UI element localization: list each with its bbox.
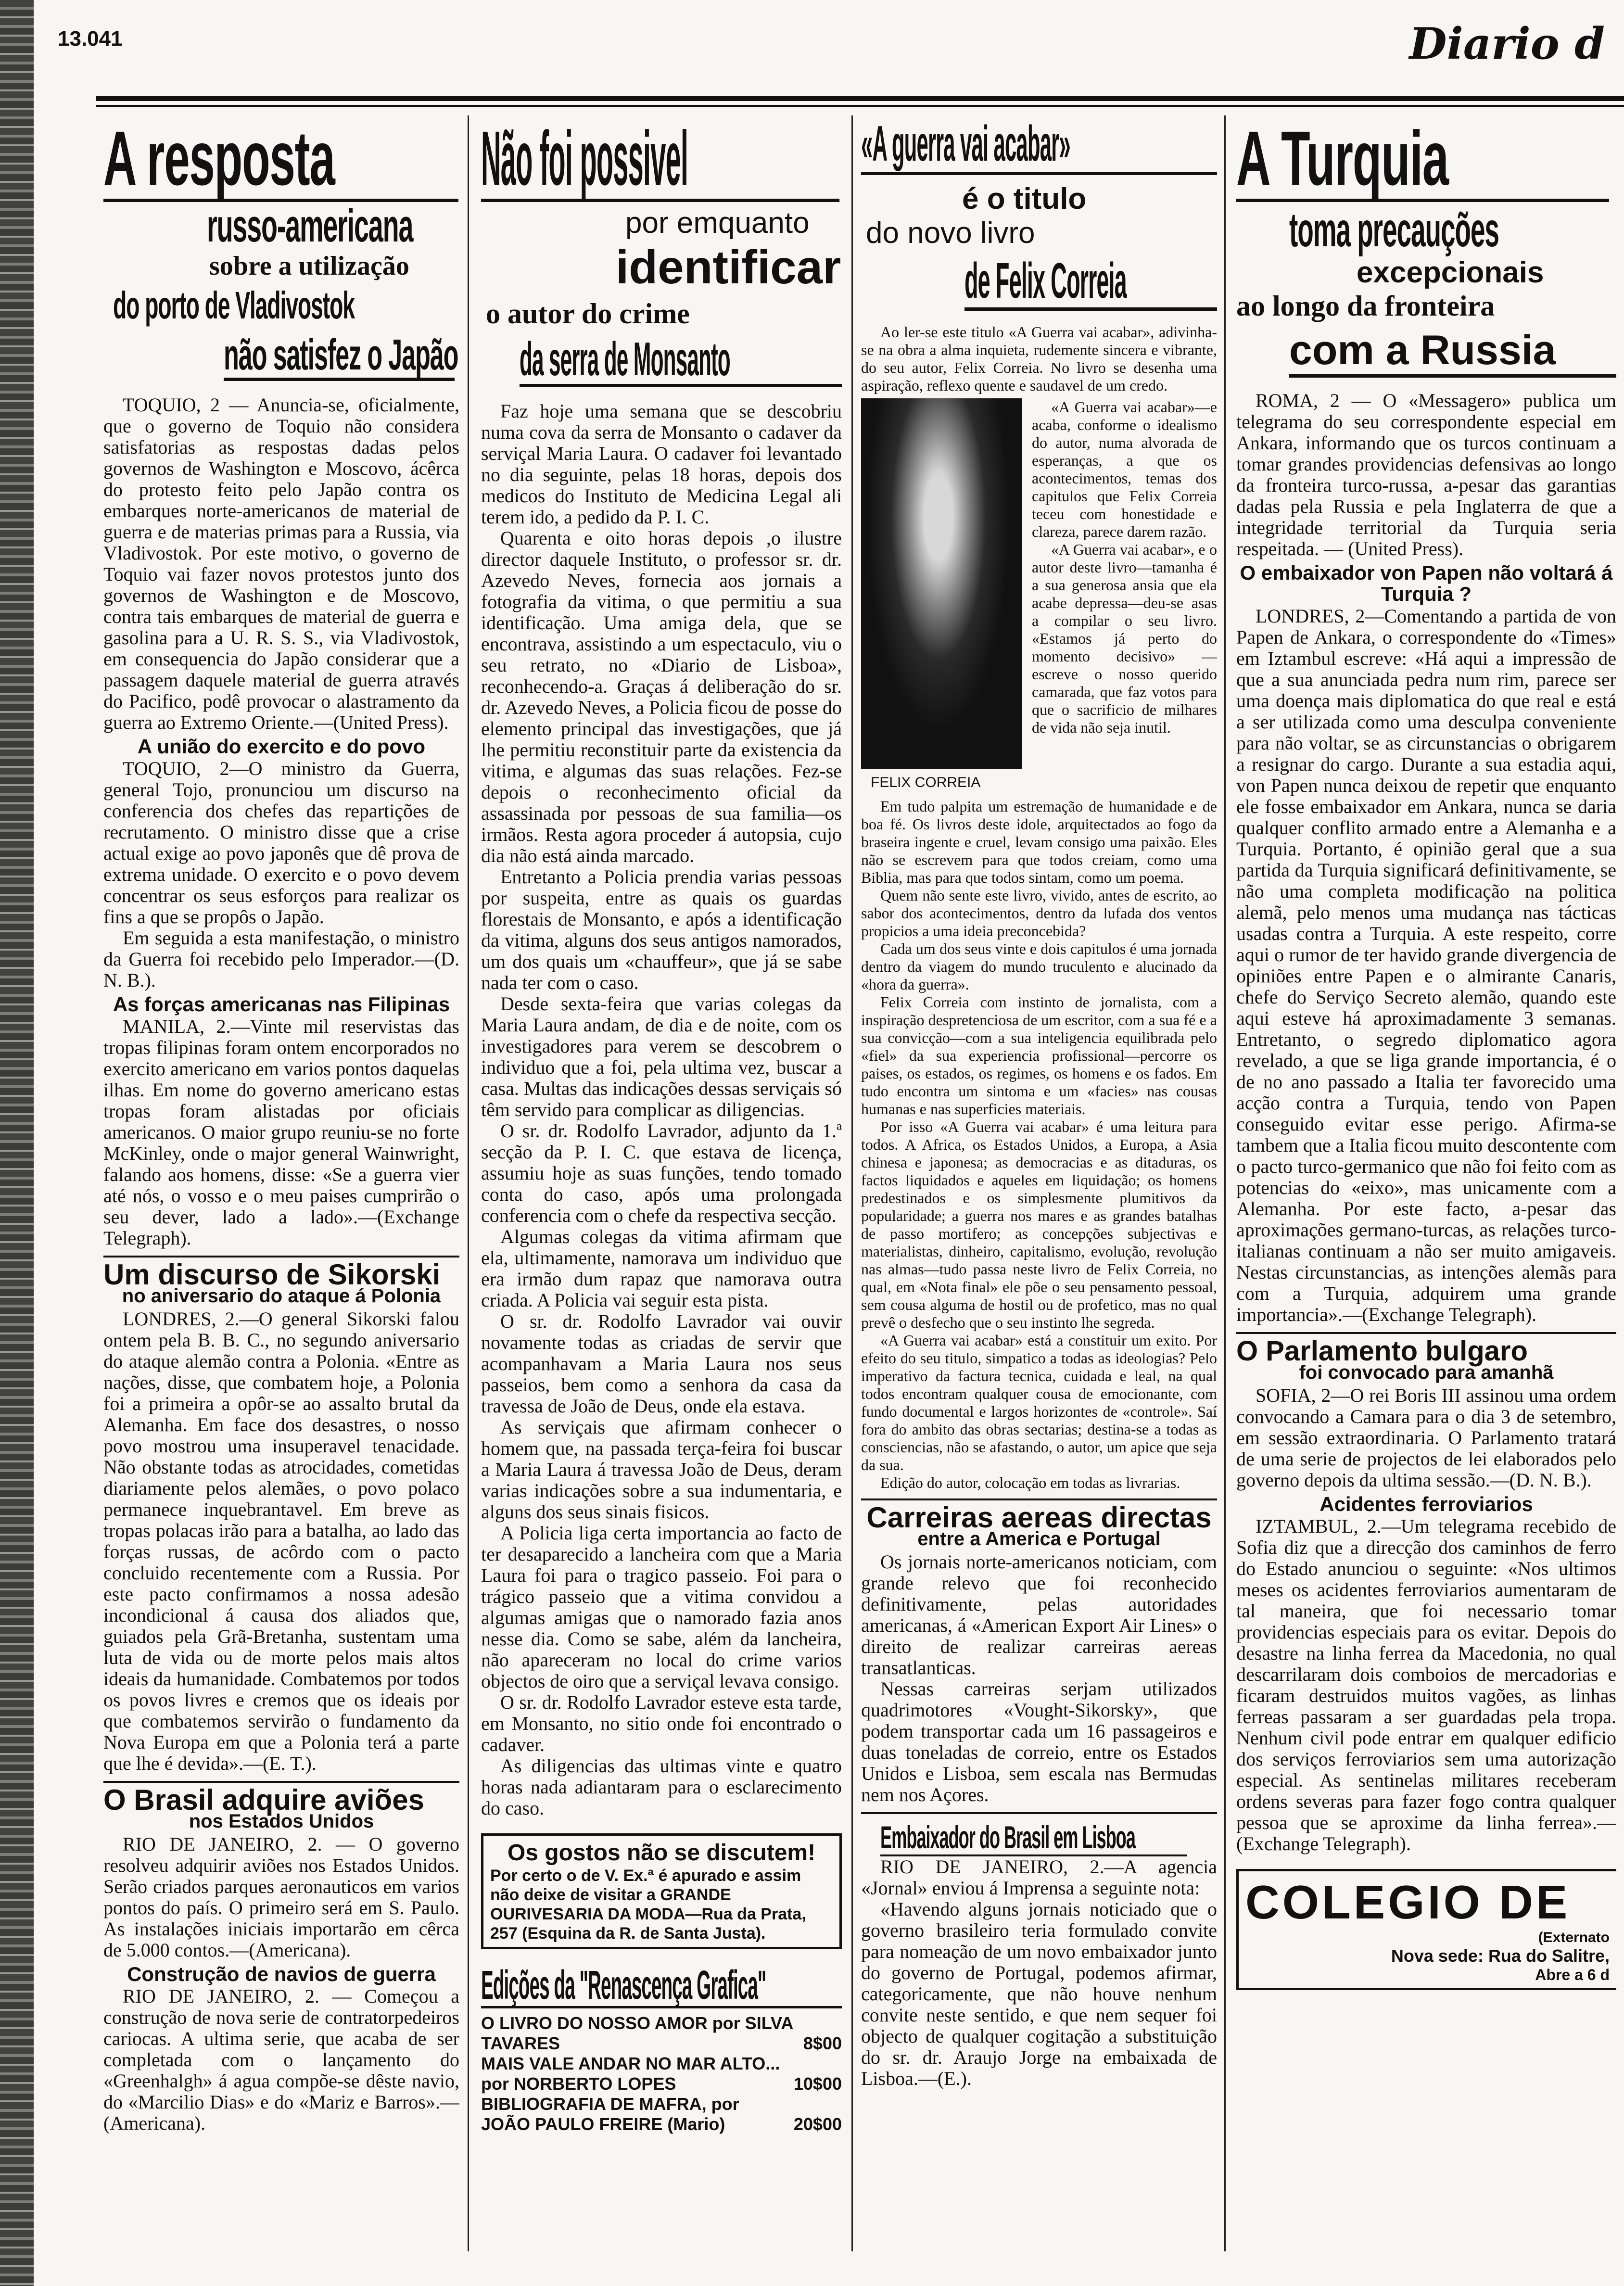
- paragraph: Quem não sente este livro, vivido, antes de escrito, ao sabor dos acontecimentos, dentro da lufada dos ventos propicios a uma ideia preconcebida?: [861, 887, 1217, 940]
- article-column-2: [481, 118, 842, 2134]
- paragraph: SOFIA, 2—O rei Boris III assinou uma ordem convocando a Camara para o dia 3 de setembro, em sessão extraordinaria. O Parlamento tratará de uma serie de projectos de lei elaborados pelo governo depois da ultima sessão.—(D. N. B.).: [1236, 1384, 1616, 1491]
- article-body: [103, 394, 459, 2134]
- advertisement-box: [1236, 1869, 1616, 1990]
- page-number: 13.041: [58, 27, 123, 51]
- article-body: [481, 401, 842, 1819]
- article-column-3: [861, 118, 1217, 2089]
- section-subhead: Construção de navios de guerra: [127, 1963, 436, 1986]
- paragraph: Por isso «A Guerra vai acabar» é uma leitura para todos. A Africa, os Estados Unidos, a Europa, a Asia chinesa e japonesa; as democracias e as ditaduras, os factos liquidados e aqueles em liquidação; os homens predestinados e os simplesmente plumitivos da popularidade; a guerra nos mares e as grandes batalhas de passo mortifero; as concepções subjectivas e materialistas, dinheiro, capitalismo, evolução, revolução nas almas—tudo passa neste livro de Felix Correia, no qual, em «Nota final» ele põe o seu pensamento pessoal, sem cousa alguma de hostil ou de profetico, mas no qual prevê o desfecho que o seu instinto lhe segreda.: [861, 1118, 1217, 1332]
- section-subhead: O embaixador von Papen não voltará á Turquia ?: [1240, 561, 1613, 605]
- advertisement-box: [481, 1833, 842, 1949]
- divider: [861, 1499, 1217, 1500]
- paragraph: Felix Correia com instinto de jornalista, com a inspiração despretenciosa de um escritor, com a sua fé e a sua convicção—com a sua inteligencia equilibrada pelo «fiel» da sua experiencia profissional—percorre os paises, os estados, os regimes, os homens e os fados. Em tudo encontra um sintoma e um «facies» nas cousas humanas e nas superficies materiais.: [861, 993, 1217, 1118]
- article-subheadline: do porto de Vladivostok: [113, 283, 355, 327]
- paragraph: Nessas carreiras serjam utilizados quadrimotores «Vought-Sikorsky», que podem transportar cada um 16 passageiros e duas toneladas de correio, entre os Estados Unidos e Lisboa, sem escala nas Bermudas nem nos Açores.: [861, 1678, 1217, 1806]
- article-subheadline: o autor do crime: [486, 298, 690, 330]
- article-body: [1236, 390, 1616, 1854]
- ad-text: Abre a 6 d: [1535, 1966, 1610, 1983]
- article-subheadline: da serra de Monsanto: [520, 332, 730, 385]
- book-list-item: [481, 2094, 842, 2134]
- section-subhead: Acidentes ferroviarios: [1320, 1493, 1533, 1515]
- paragraph: Quarenta e oito horas depois ,o ilustre director daquele Instituto, o professor sr. dr. Azevedo Neves, fornecia aos jornais a fotografia da vitima, o que permitiu a sua identificação. Uma amiga dela, que se encontrava, assistindo a um espectaculo, viu o seu retrato, no «Diario de Lisboa», reconhecendo-a. Graças á deliberação do sr. dr. Azevedo Neves, a Policia ficou de posse do elemento principal das investigações, que já lhe permitiu reconstituir parte da existencia da vitima, e algumas das suas relações. Fez-se depois o reconhecimento oficial da assassinada por pessoas de sua familia—os irmãos. Resta agora proceder á autopsia, cujo dia não está ainda marcado.: [481, 527, 842, 866]
- section-subtitle: nos Estados Unidos: [189, 1811, 374, 1832]
- section-title: Embaixador do Brasil em Lisboa: [880, 1821, 1187, 1856]
- article-subheadline: identificar: [616, 241, 841, 293]
- article-headline: «A guerra vai acabar»: [861, 118, 1070, 172]
- article-subheadline: ao longo da fronteira: [1236, 290, 1495, 322]
- ad-title: Edições da "Renascença Grafica": [481, 1962, 766, 2007]
- section-subhead: A união do exercito e do povo: [137, 735, 426, 758]
- book-list-item: [481, 2054, 842, 2094]
- article-subheadline: sobre a utilização: [209, 251, 409, 281]
- article-headline: Não foi possivel: [481, 118, 839, 202]
- paragraph: «A Guerra vai acabar» está a constituir um exito. Por efeito do seu titulo, simpatico a todas as ideologias? Pelo imperativo da factura tecnica, cuidada e leal, na qual todos encontram qualquer cousa de emocionante, com fundo documental e largos horizontes de «controle». Saí fora do ambito das obras sectarias; destina-se a todas as consciencias, não se afastando, o autor, um apice que seja da sua.: [861, 1332, 1217, 1474]
- paragraph: «A Guerra vai acabar», e o autor deste livro—tamanha é a sua generosa ansia que ela acabe depressa—deu-se asas a compilar o seu livro. «Estamos já perto do momento decisivo» — escreve o nosso querido camarada, que faz votos para que o sacrificio de milhares de vida não seja inutil.: [1032, 541, 1217, 737]
- book-title: MAIS VALE ANDAR NO MAR ALTO... por NORBERTO LOPES: [481, 2054, 780, 2094]
- photo-caption: FELIX CORREIA: [871, 775, 981, 791]
- paragraph: Desde sexta-feira que varias colegas da Maria Laura andam, de dia e de noite, com os investigadores para verem se descobrem o individuo que a foi, pela ultima vez, buscar a casa. Multas das indicações dessas serviçais só têm servido para complicar as diligencias.: [481, 992, 842, 1120]
- paragraph: IZTAMBUL, 2.—Um telegrama recebido de Sofia diz que a direcção dos caminhos de ferro do Estado anunciou o seguinte: «Nos ultimos meses os acidentes ferroviarios aumentaram de tal maneira, que foi necessario tomar providencias especiais para os evitar. Depois do desastre na linha ferrea da Macedonia, no qual descarrilaram dois comboios de mercadorias e ficaram destruidos muitos vagões, as linhas ferreas passaram a ser guardadas pela tropa. Nenhum civil pode entrar em qualquer edificio dos serviços ferroviarios sem uma autorização especial. As sentinelas militares receberam ordens severas para fazer fogo contra qualquer pessoa que se aproxime da linha ferrea».—(Exchange Telegraph).: [1236, 1515, 1616, 1854]
- article-headline: A Turquia: [1236, 118, 1609, 202]
- ad-title: COLEGIO DE: [1245, 1876, 1571, 1929]
- article-subheadline: de Felix Correia: [964, 253, 1127, 309]
- ad-text: Nova sede: Rua do Salitre,: [1391, 1946, 1610, 1966]
- paragraph: Faz hoje uma semana que se descobriu numa cova da serra de Monsanto o cadaver da serviçal Maria Laura. O cadaver foi levantado no dia seguinte, pelas 18 horas, depois dos medicos do Instituto de Medicina Legal ali terem ido, a pedido da P. I. C.: [481, 400, 842, 528]
- section-title: Carreiras aereas directas: [866, 1501, 1212, 1534]
- article-subheadline: do novo livro: [866, 216, 1035, 250]
- paragraph: O sr. dr. Rodolfo Lavrador, adjunto da 1.ª secção da P. I. C. que estava de licença, assumiu hoje as suas funções, tendo tomado conta do caso, após uma prolongada conferencia com o chefe da respectiva secção.: [481, 1119, 842, 1226]
- column-divider: [468, 115, 469, 2251]
- paragraph: TOQUIO, 2—O ministro da Guerra, general Tojo, pronunciou um discurso na conferencia dos chefes das repartições de recrutamento. O ministro disse que a crise actual exige ao povo japonês que dê prova de extrema unidade. O exercito e o povo devem concentrar os seus esforços para realizar os fins a que se propôs o Japão.: [103, 758, 459, 928]
- divider: [103, 1256, 459, 1257]
- paragraph: MANILA, 2.—Vinte mil reservistas das tropas filipinas foram ontem encorporados no exercito americano em varios pontos daquelas ilhas. Em nome do governo americano estas tropas foram alistadas por oficiais americanos. O maior grupo reuniu-se no forte McKinley, onde o major general Wainwright, falando aos homens, disse: «Se a guerra vier até nós, o vosso e o meu paises cumprirão o seu dever, lado a lado».—(Exchange Telegraph).: [103, 1016, 459, 1249]
- divider: [1236, 1332, 1616, 1334]
- section-title: Um discurso de Sikorski: [103, 1258, 441, 1291]
- section-title: O Brasil adquire aviões: [103, 1784, 424, 1816]
- paragraph: As diligencias das ultimas vinte e quatro horas nada adiantaram para o esclarecimento do caso.: [481, 1754, 842, 1819]
- paragraph: Em tudo palpita um estremação de humanidade e de boa fé. Os livros deste idole, arquitectados ao fogo da braseira ingente e cruel, levam consigo uma paixão. Eles não se escrevem para que todos creiam, como uma Biblia, mas para que todos sintam, como um poema.: [861, 798, 1217, 887]
- paragraph: «Havendo alguns jornais noticiado que o governo brasileiro teria formulado convite para nomeação de um novo embaixador junto do governo de Portugal, podemos afirmar, categoricamente, que não houve nenhum convite neste sentido, e que nem sequer foi objecto de qualquer cogitação a substituição do sr. dr. Araujo Jorge na embaixada de Lisboa.—(E.).: [861, 1898, 1217, 2089]
- section-subhead: As forças americanas nas Filipinas: [113, 993, 450, 1016]
- paragraph: Cada um dos seus vinte e dois capitulos é uma jornada dentro da viagem do mundo truculento e alucinado da «hora da guerra».: [861, 940, 1217, 993]
- paragraph: LONDRES, 2.—O general Sikorski falou ontem pela B. B. C., no segundo aniversario do ataque alemão contra a Polonia. «Entre as nações, disse, que combatem hoje, a Polonia foi a primeira a opôr-se ao assalto brutal da Alemanha. Em face dos desastres, o nosso povo mostrou uma insuperavel tenacidade. Não obstante todas as atrocidades, cometidas diariamente pelos alemães, o povo polaco permanece inquebrantavel. Em breve as tropas polacas irão para a batalha, ao lado das forças russas, de acôrdo com o pacto concluido recentemente com a Russia. Por este pacto confirmamos a nossa adesão incondicional á causa dos aliados que, guiados pela Grã-Bretanha, sustentam uma luta de vida ou de morte pelos mais altos ideais da humanidade. Combatemos por todos os povos livres e cremos que os ideais por que combatemos servirão o fundamento da Nova Europa em que a Polonia terá a parte que lhe é devida».—(E. T.).: [103, 1308, 459, 1775]
- divider: [861, 1812, 1217, 1814]
- author-photo: [861, 398, 1022, 769]
- article-subheadline: com a Russia: [1289, 327, 1556, 373]
- book-list: [481, 2013, 842, 2134]
- article-body: [861, 1501, 1217, 2089]
- paragraph: As serviçais que afirmam conhecer o homem que, na passada terça-feira foi buscar a Maria Laura á travessa João de Deus, deram varias indicações sobre a sua indumentaria, e alguns dos seus sinais fisicos.: [481, 1416, 842, 1523]
- book-price: 10$00: [793, 2074, 842, 2094]
- column-divider: [1224, 115, 1226, 2251]
- article-subheadline: por emquanto: [625, 206, 810, 240]
- paragraph: Em seguida a esta manifestação, o ministro da Guerra foi recebido pelo Imperador.—(D. N. B.).: [103, 927, 459, 991]
- book-ad: [481, 1964, 842, 2008]
- section-subtitle: foi convocado para amanhã: [1299, 1362, 1554, 1383]
- paragraph: «A Guerra vai acabar»—e acaba, conforme o idealismo do autor, numa alvorada de esperanças, a que os acontecimentos, temas dos capitulos que Felix Correia teceu com honestidade e clareza, parece darem razão.: [1032, 398, 1217, 541]
- article-column-4: [1236, 118, 1616, 1990]
- section-title: O Parlamento bulgaro: [1236, 1335, 1528, 1367]
- article-body-wrap: [1032, 398, 1217, 737]
- book-price: 8$00: [803, 2033, 842, 2054]
- paragraph: O sr. dr. Rodolfo Lavrador vai ouvir novamente todas as criadas de servir que acompanhavam a Maria Laura nos seus passeios, bem como a senhora da casa da travessa de João de Deus, onde ela estava.: [481, 1310, 842, 1417]
- page-scan-edge: [0, 0, 34, 2286]
- book-list-item: [481, 2013, 842, 2054]
- paragraph: LONDRES, 2—Comentando a partida de von Papen de Ankara, o correspondente do «Times» em Iztambul escreve: «Há aqui a impressão de que a sua anunciada pedra num rim, parece ser uma doença mais diplomatica do que real e está a ser utilizada como uma desculpa conveniente para não voltar, se as circunstancias o obrigarem a resignar do cargo. Durante a sua estadia aqui, von Papen nunca deixou de repetir que enquanto ele fosse embaixador em Ankara, nunca se daria qualquer conflito armado entre a Alemanha e a Turquia. Portanto, é opinião geral que a sua partida da Turquia significará definitivamente, se não uma completa modificação na politica alemã, pelo menos uma mudança nas tácticas usadas contra a Turquia. A este respeito, corre aqui o rumor de ter havido grande divergencia de opiniões entre Papen e o almirante Canaris, chefe do Serviço Secreto alemão, quando este aqui esteve há aproximadamente 3 semanas. Entretanto, o segredo diplomatico agora revelado, a que se liga grande importancia, é o de no ano passado a Italia ter favorecido uma acção contra a Turquia, tendo von Papen conseguido evitar esse perigo. Afirma-se tambem que a Italia ficou muito descontente com o pacto turco-germanico que não foi feito com as potencias do «eixo», mas unicamente com a Alemanha. Por este facto, a-pesar das aproximações germano-turcas, as relações turco-italianas continuam a não ser muito amigaveis. Nestas circunstancias, as intenções alemãs para com a Turquia, adquirem uma grande importancia».—(Exchange Telegraph).: [1236, 605, 1616, 1325]
- article-headline: A resposta: [103, 118, 458, 202]
- paragraph: Edição do autor, colocação em todas as livrarias.: [880, 1474, 1180, 1492]
- paragraph: Entretanto a Policia prendia varias pessoas por suspeita, entre as quais os guardas florestais de Monsanto, e após a identificação da vitima, alguns dos seus antigos namorados, um dos quais um «chauffeur», que já se sabe nada ter com o caso.: [481, 865, 842, 993]
- article-body: [861, 323, 1217, 1492]
- header-rule: [96, 96, 1624, 101]
- section-subtitle: no aniversario do ataque á Polonia: [122, 1285, 441, 1307]
- book-title: O LIVRO DO NOSSO AMOR por SILVA TAVARES: [481, 2013, 793, 2054]
- divider: [103, 1781, 459, 1783]
- masthead: Diario d: [1409, 18, 1605, 69]
- paragraph: Algumas colegas da vitima afirmam que ela, ultimamente, namorava um individuo que era irmão dum rapaz que namorava outra criada. A Policia vai seguir esta pista.: [481, 1225, 842, 1311]
- book-price: 20$00: [793, 2114, 842, 2134]
- article-subheadline: toma precauções: [1289, 203, 1499, 257]
- paragraph: Os jornais norte-americanos noticiam, com grande relevo que foi reconhecido definitivamente, pelas autoridades americanas, á «American Export Air Lines» o direito de realizar carreiras aereas transatlanticas.: [861, 1551, 1217, 1679]
- page-header: [58, 18, 1605, 69]
- paragraph: RIO DE JANEIRO, 2. — O governo resolveu adquirir aviões nos Estados Unidos. Serão criados parques aeronauticos em varios pontos do país. O primeiro será em S. Paulo. As instalações iniciais importarão em cêrca de 5.000 contos.—(Americana).: [103, 1833, 459, 1961]
- article-subheadline: russo-americana: [207, 200, 413, 252]
- book-title: BIBLIOGRAFIA DE MAFRA, por JOÃO PAULO FREIRE (Mario): [481, 2094, 739, 2134]
- paragraph: RIO DE JANEIRO, 2.—A agencia «Jornal» enviou á Imprensa a seguinte nota:: [861, 1855, 1217, 1899]
- article-subheadline: é o titulo: [962, 182, 1087, 216]
- paragraph: Ao ler-se este titulo «A Guerra vai acabar», adivinha-se na obra a alma inquieta, rudemente sincera e vibrante, do seu autor, Felix Correia. No livro se desenha uma aspiração, reflexo quente e saudavel de um credo.: [861, 323, 1217, 394]
- article-subheadline: não satisfez o Japão: [224, 330, 458, 379]
- paragraph: O sr. dr. Rodolfo Lavrador esteve esta tarde, em Monsanto, no sitio onde foi encontrado o cadaver.: [481, 1691, 842, 1755]
- article-subheadline: excepcionais: [1357, 256, 1544, 289]
- paragraph: ROMA, 2 — O «Messagero» publica um telegrama do seu correspondente especial em Ankara, informando que os turcos continuam a tomar grandes providencias defensivas ao longo da fronteira turco-russa, a-pesar das garantias dadas pela Russia e pela Inglaterra de que a integridade territorial da Turquia seria respeitada. — (United Press).: [1236, 390, 1616, 559]
- ad-text: Por certo o de V. Ex.ª é apurado e assim não deixe de visitar a GRANDE OURIVESARIA DA MODA—Rua da Prata, 257 (Esquina da R. de Santa Justa).: [490, 1866, 806, 1943]
- section-subtitle: entre a America e Portugal: [917, 1528, 1161, 1550]
- paragraph: TOQUIO, 2 — Anuncia-se, oficialmente, que o governo de Toquio não considera satisfatorias as respostas dadas pelos governos de Washington e Moscovo, ácêrca do protesto feito pelo Japão contra os embarques norte-americanos de material de guerra e de materias primas para a Russia, via Vladivostok. Por este motivo, o governo de Toquio vai fazer novos protestos junto dos governos de Washington e de Moscovo, contra tais embarques de material de guerra e gasolina para a U. R. S. S., via Vladivostok, em consequencia do Japão considerar que a passagem daquele material de guerra através do Pacifico, podê provocar o alastramento da guerra ao Extremo Oriente.—(United Press).: [103, 394, 459, 734]
- paragraph: RIO DE JANEIRO, 2. — Começou a construção de nova serie de contratorpedeiros cariocas. A ultima serie, que acaba de ser completada com o lançamento do «Greenhalgh» á agua compõe-se dêste navio, do «Marcilio Dias» e do «Mariz e Barros».—(Americana).: [103, 1985, 459, 2134]
- paragraph: A Policia liga certa importancia ao facto de ter desaparecido a lancheira com que a Maria Laura foi para o tragico passeio. Foi para o trágico passeio que a vitima convidou a algumas amigas que o namorado fazia anos nesse dia. Como se sabe, além da lancheira, não apareceram no local do crime varios objectos de oiro que a serviçal levava consigo.: [481, 1522, 842, 1692]
- column-divider: [851, 115, 853, 2251]
- article-column-1: [103, 118, 459, 2134]
- header-rule-thin: [96, 105, 1624, 107]
- ad-text: (Externato: [1538, 1930, 1610, 1945]
- ad-title: Os gostos não se discutem!: [507, 1840, 816, 1866]
